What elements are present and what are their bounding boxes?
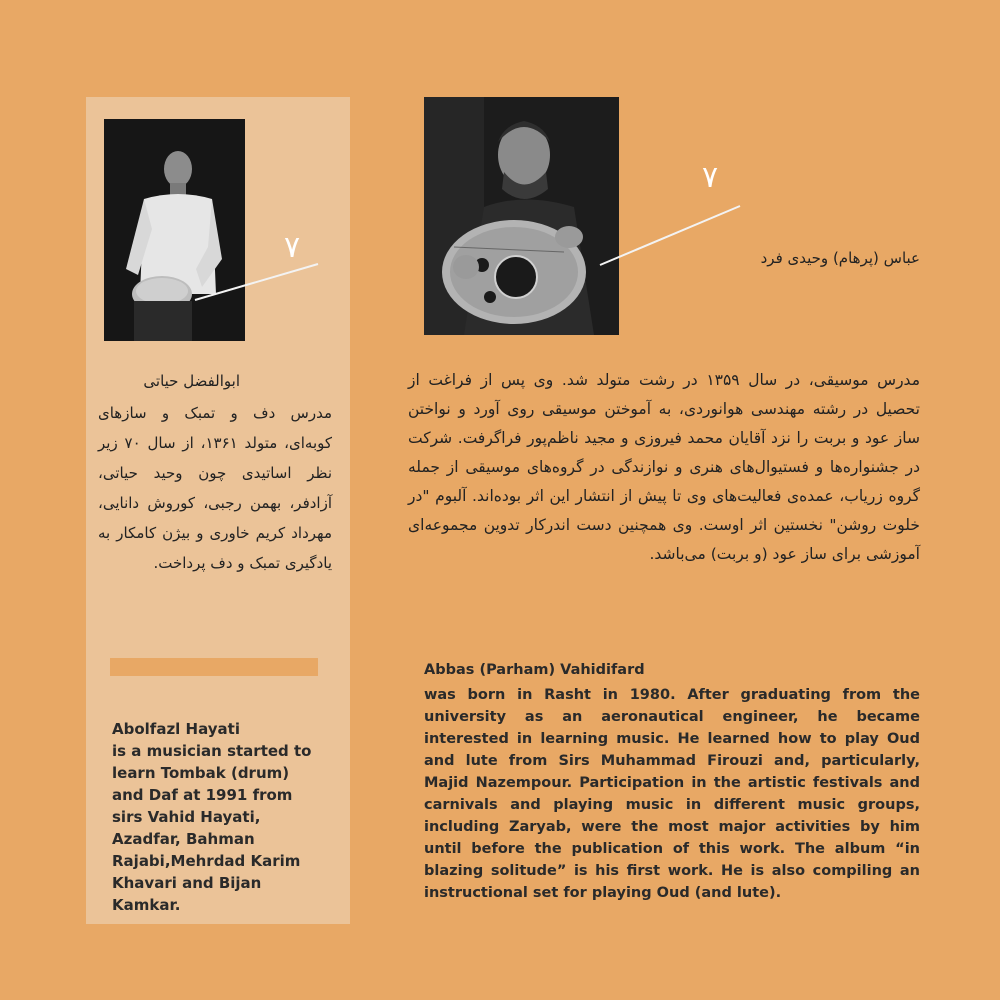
right-bio-en-name: Abbas (Parham) Vahidifard [424,662,645,678]
left-number-mark: ۷ [284,230,301,265]
right-number-mark: ۷ [702,160,719,195]
left-name-fa: ابوالفضل حیاتی [143,372,240,390]
right-name-fa: عباس (پرهام) وحیدی فرد [760,249,920,267]
left-bio-fa: مدرس دف و تمبک و سازهای کوبه‌ای، متولد ۱۳۶۱، از سال ۷۰ زیر نظر اساتیدی چون وحید حیاتی، آزادفر، بهمن رجبی، کوروش دانایی، مهرداد کریم خاوری و بیژن کامکار به یادگیری تمبک و دف پرداخت. [98,404,333,572]
left-bio-en-text: is a musician started to learn Tombak (drum) and Daf at 1991 from sirs Vahid Hayati, Azadfar, Bahman Rajabi,Mehrdad Karim Khavari and Bijan Kamkar. [112,742,312,914]
left-callout-line [195,264,318,300]
left-bio-en [112,718,322,916]
right-bio-en-text: was born in Rasht in 1980. After graduating from the university as an aeronautical engineer, he became interested in learning music. He learned how to play Oud and lute from Sirs Muhammad Firouzi and, particularly, Majid Nazempour. Participation in the artistic festivals and carnivals and playing music in different music groups, including Zaryab, were the most major activities by him until before the publication of this work. The album “in blazing solitude” is his first work. He is also compiling an instructional set for playing Oud (and lute). [424,687,920,901]
left-bio-en-name: Abolfazl Hayati [112,720,240,738]
right-bio-fa: مدرس موسیقی، در سال ۱۳۵۹ در رشت متولد شد. وی پس از فراغت از تحصیل در رشته مهندسی هوانوردی، به آموختن موسیقی روی آورد و نواختن ساز عود و بربت را نزد آقایان محمد فیروزی و مجید ناظم‌پور فراگرفت. شرکت در جشنواره‌ها و فستیوال‌های هنری و نوازندگی در گروه‌های موسیقی از جمله گروه زریاب، عمده‌ی فعالیت‌های وی تا پیش از انتشار این اثر بوده‌اند. آلبوم "در خلوت روشن" نخستین اثر اوست. وی همچنین دست اندرکار تدوین مجموعه‌ای آموزشی برای ساز عود (و بربت) می‌باشد. [408,371,920,563]
